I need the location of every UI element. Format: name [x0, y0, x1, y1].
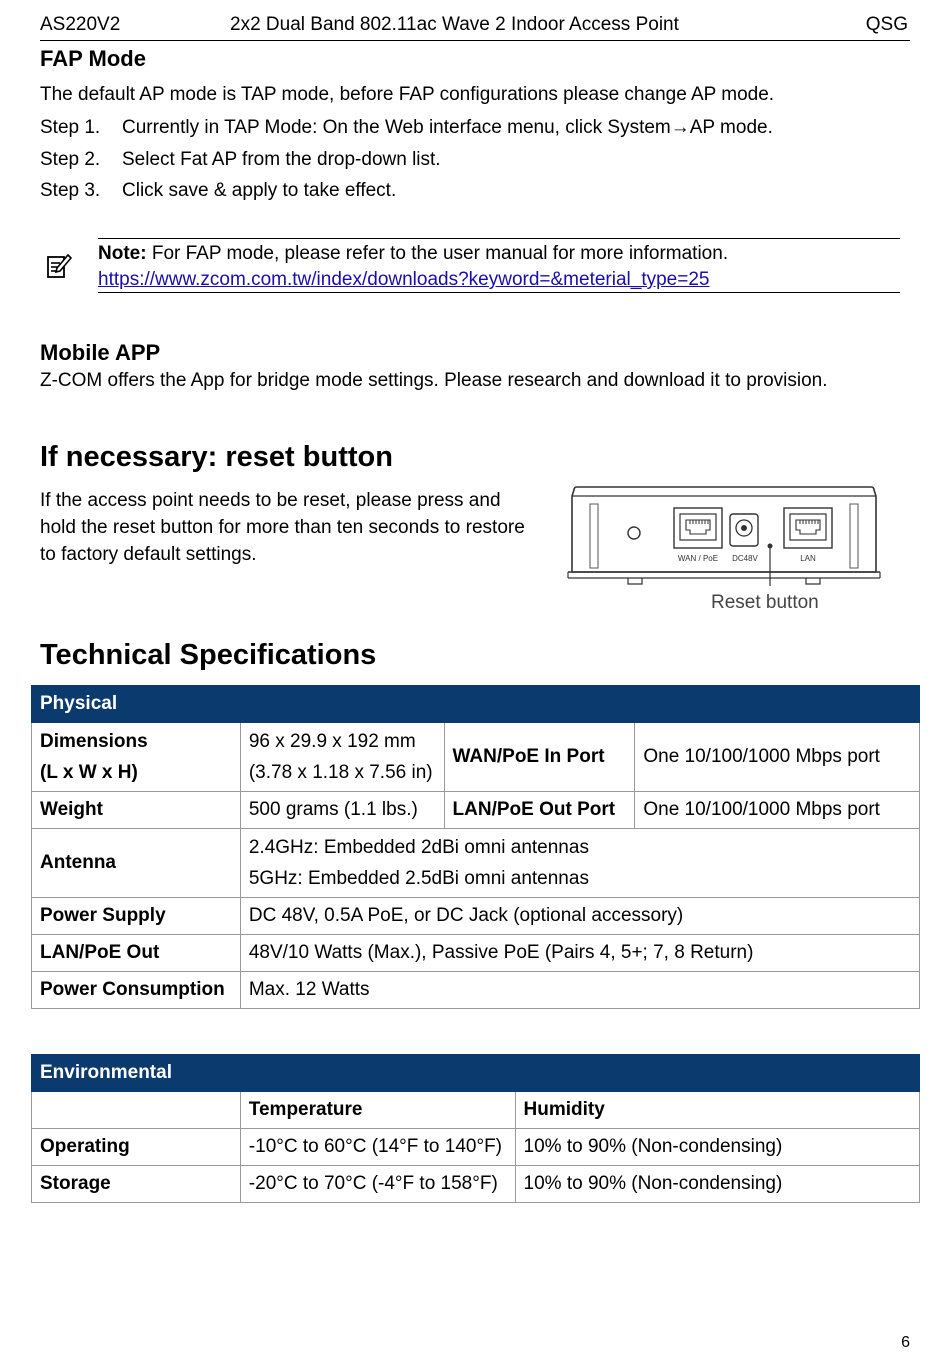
note-box — [98, 238, 900, 293]
mobile-app-text: Z-COM offers the App for bridge mode settings. Please research and download it to provision. — [40, 370, 828, 391]
lan-poe-out-value: 48V/10 Watts (Max.), Passive PoE (Pairs 4, 5+; 7, 8 Return) — [240, 935, 919, 972]
storage-humidity: 10% to 90% (Non-condensing) — [515, 1166, 919, 1203]
antenna-value-line-2: 5GHz: Embedded 2.5dBi omni antennas — [248, 868, 589, 889]
reset-title: If necessary: reset button — [40, 441, 393, 473]
wan-poe-value: One 10/100/1000 Mbps port — [635, 723, 920, 792]
step-3 — [40, 180, 396, 202]
step-2-text: Select Fat AP from the drop-down list. — [122, 149, 441, 170]
power-consumption-value: Max. 12 Watts — [240, 972, 919, 1009]
environmental-spec-table — [31, 1054, 920, 1203]
reset-button-caption: Reset button — [711, 592, 819, 613]
environmental-header: Environmental — [32, 1055, 920, 1092]
storage-label: Storage — [32, 1166, 241, 1203]
antenna-value-line-1: 2.4GHz: Embedded 2dBi omni antennas — [248, 837, 589, 858]
note-link[interactable]: https://www.zcom.com.tw/index/downloads?keyword=&meterial_type=25 — [98, 269, 710, 290]
step-1-number: Step 1. — [40, 117, 101, 138]
table-row — [32, 898, 920, 935]
power-supply-label: Power Supply — [32, 898, 241, 935]
header-product: 2x2 Dual Band 802.11ac Wave 2 Indoor Access Point — [230, 14, 679, 35]
note-icon — [46, 252, 72, 280]
operating-label: Operating — [32, 1129, 241, 1166]
weight-value: 500 grams (1.1 lbs.) — [240, 792, 444, 829]
step-1 — [40, 117, 773, 139]
table-row — [32, 723, 920, 792]
wan-poe-label: WAN/PoE In Port — [444, 723, 635, 792]
table-row — [32, 1092, 920, 1129]
dimensions-value — [240, 723, 444, 792]
storage-temperature: -20°C to 70°C (-4°F to 158°F) — [240, 1166, 515, 1203]
dimensions-value-line-1: 96 x 29.9 x 192 mm — [248, 731, 416, 752]
dimensions-label-line-1: Dimensions — [40, 731, 148, 752]
dimensions-label-line-2: (L x W x H) — [40, 762, 138, 783]
step-3-text: Click save & apply to take effect. — [122, 180, 397, 201]
table-row — [32, 1166, 920, 1203]
tech-spec-title: Technical Specifications — [40, 639, 377, 671]
physical-header: Physical — [32, 686, 920, 723]
operating-humidity: 10% to 90% (Non-condensing) — [515, 1129, 919, 1166]
fap-mode-intro: The default AP mode is TAP mode, before FAP configurations please change AP mode. — [40, 84, 775, 105]
temperature-column-header: Temperature — [240, 1092, 515, 1129]
physical-spec-table — [31, 685, 920, 1009]
note-text: For FAP mode, please refer to the user manual for more information. — [146, 243, 729, 264]
header-model: AS220V2 — [40, 14, 121, 35]
lan-poe-out-label: LAN/PoE Out — [32, 935, 241, 972]
lan-poe-out-port-value: One 10/100/1000 Mbps port — [635, 792, 920, 829]
header-doc-type: QSG — [865, 14, 908, 35]
port-label-lan: LAN — [800, 554, 816, 563]
empty-cell — [32, 1092, 241, 1129]
dimensions-value-line-2: (3.78 x 1.18 x 7.56 in) — [248, 762, 433, 783]
antenna-value — [240, 829, 919, 898]
humidity-column-header: Humidity — [515, 1092, 919, 1129]
reset-text: If the access point needs to be reset, please press and hold the reset button for more than ten seconds to restore to factory default settings. — [40, 490, 525, 565]
table-row — [32, 1129, 920, 1166]
weight-label: Weight — [32, 792, 241, 829]
step-1-text: Currently in TAP Mode: On the Web interface menu, click System→AP mode. — [122, 117, 773, 138]
step-3-number: Step 3. — [40, 180, 101, 201]
page-number: 6 — [901, 1334, 910, 1351]
step-2-number: Step 2. — [40, 149, 101, 170]
table-row — [32, 972, 920, 1009]
power-consumption-label: Power Consumption — [32, 972, 241, 1009]
table-header-row — [32, 1055, 920, 1092]
note-line — [98, 243, 728, 265]
device-back-panel-image — [566, 486, 882, 586]
table-row — [32, 829, 920, 898]
antenna-label: Antenna — [32, 829, 241, 898]
table-row — [32, 792, 920, 829]
port-label-wan-poe: WAN / PoE — [677, 554, 719, 563]
note-label: Note: — [98, 243, 147, 264]
table-row — [32, 935, 920, 972]
power-supply-value: DC 48V, 0.5A PoE, or DC Jack (optional accessory) — [240, 898, 919, 935]
fap-mode-title: FAP Mode — [40, 46, 146, 71]
port-label-dc48v: DC48V — [732, 554, 758, 563]
dimensions-label — [32, 723, 241, 792]
step-2 — [40, 149, 441, 171]
lan-poe-out-port-label: LAN/PoE Out Port — [444, 792, 635, 829]
mobile-app-title: Mobile APP — [40, 340, 161, 365]
page-header — [40, 14, 910, 41]
operating-temperature: -10°C to 60°C (14°F to 140°F) — [240, 1129, 515, 1166]
table-header-row — [32, 686, 920, 723]
